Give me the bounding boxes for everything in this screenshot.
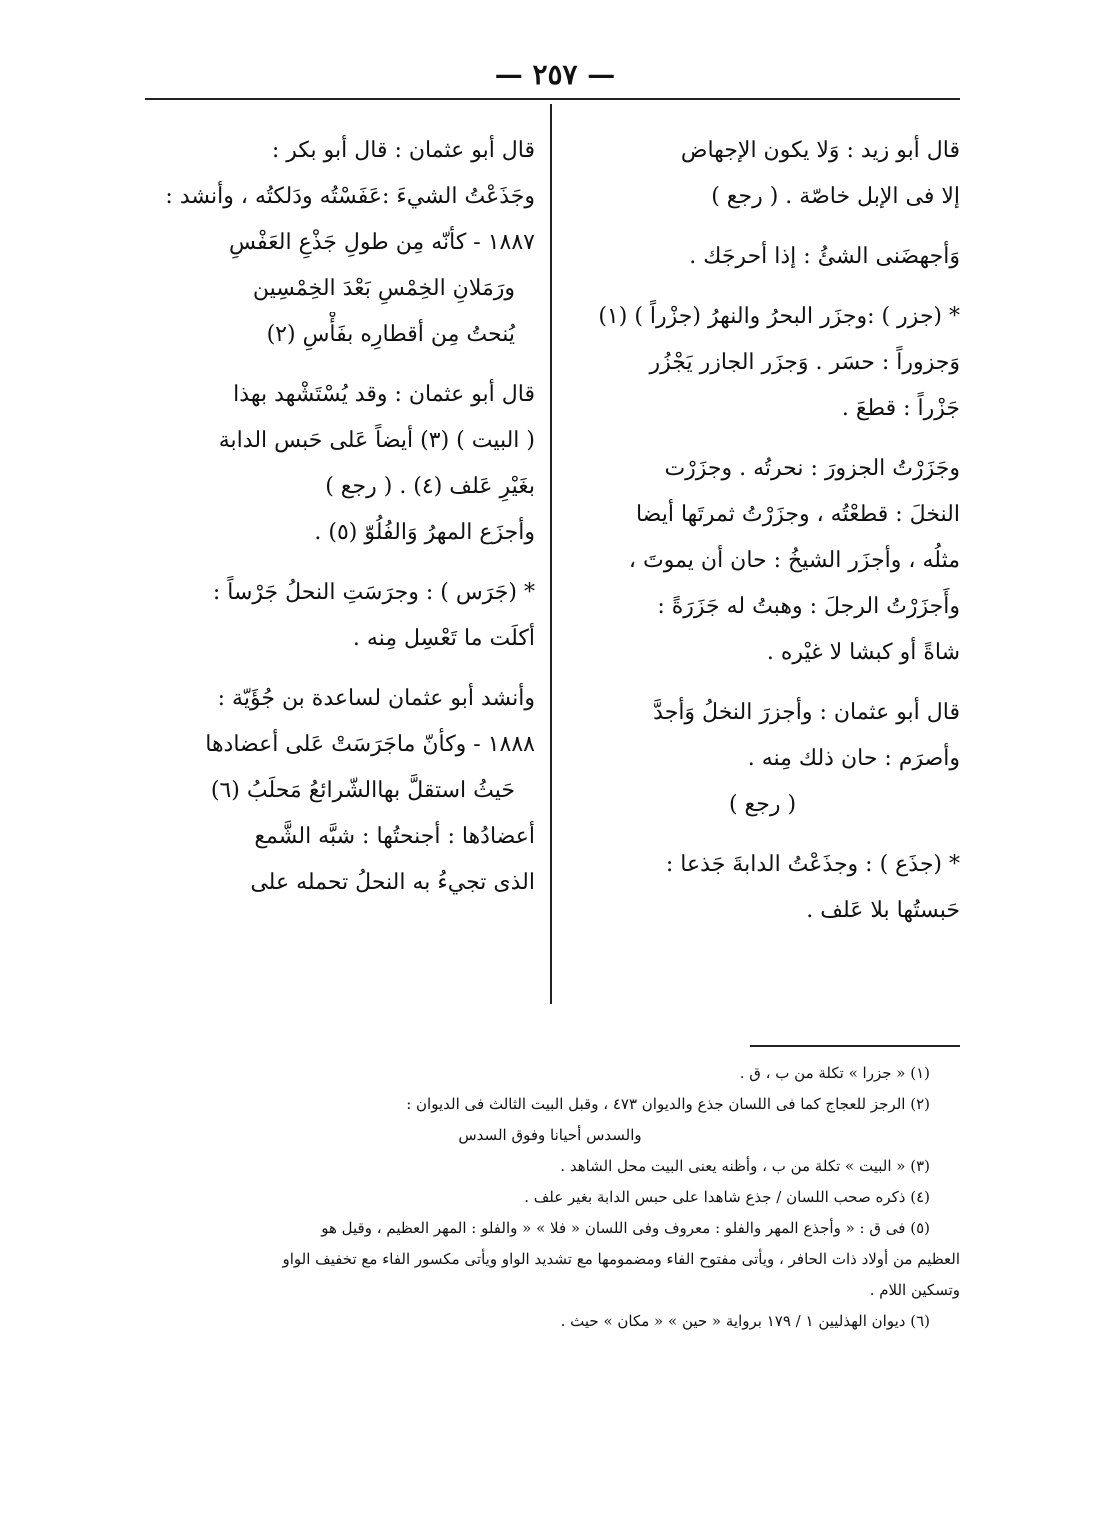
verse-line: ورَمَلانِ الخِمْسِ بَعْدَ الخِمْسِين bbox=[252, 276, 515, 301]
text-line: وأجزَع المهرُ وَالفُلُوّ (٥) . bbox=[314, 520, 535, 545]
text-line: وأنشد أبو عثمان لساعدة بن جُؤَيّة : bbox=[217, 686, 535, 711]
right-column bbox=[565, 128, 960, 934]
entry-heading-jaras: * (جَرَس ) : وجرَسَتِ النحلُ جَرْساً : bbox=[212, 580, 535, 605]
page-number: — ٢٥٧ — bbox=[494, 58, 616, 91]
footnote-5-continued: وتسكين اللام . bbox=[869, 1281, 960, 1299]
footnote-2-verse: والسدس أحيانا وفوق السدس bbox=[458, 1126, 642, 1144]
text-line: وأَجزَرْتُ الرجلَ : وهبتُ له جَزَرَةً : bbox=[657, 594, 960, 619]
text-line: ( البيت ) (٣) أيضاً عَلى حَبس الدابة bbox=[218, 428, 535, 453]
verse-line: يُنحتُ مِن أقطارِه بفَأْسِ (٢) bbox=[266, 322, 515, 347]
text-line: وجَذَعْتُ الشيءَ :عَفَسْتُه ودَلكتُه ، وأنشد : bbox=[165, 184, 535, 209]
text-line: أكلَت ما تَعْسِل مِنه . bbox=[352, 626, 535, 651]
text-line: قال أبو عثمان : وقد يُسْتَشْهد بهذا bbox=[233, 382, 535, 407]
footnote-2: (٢) الرجز للعجاج كما فى اللسان جذع والديوان ٤٧٣ ، وقبل البيت الثالث فى الديوان : bbox=[406, 1095, 930, 1113]
left-column bbox=[140, 128, 535, 906]
text-line: أعضادُها : أجنحتُها : شبَّه الشَّمع bbox=[254, 824, 535, 849]
entry-heading-jadhaa: * (جذَع ) : وجذَعْتُ الدابةَ جَذعا : bbox=[665, 852, 960, 877]
footnote-4: (٤) ذكره صحب اللسان / جذع شاهدا على حبس الدابة بغير علف . bbox=[524, 1188, 930, 1206]
text-line: إلا فى الإبل خاصّة . ( رجع ) bbox=[711, 184, 960, 209]
footnote-6: (٦) ديوان الهذليين ١ / ١٧٩ برواية « حين » « مكان » حيث . bbox=[560, 1312, 930, 1330]
text-line: قال أبو زيد : وَلا يكون الإجهاض bbox=[680, 138, 960, 163]
text-line: وجَزَرْتُ الجزورَ : نحرتُه . وجزَرْت bbox=[664, 456, 960, 481]
footnote-5-continued: العظيم من أولاد ذات الحافر ، ويأتى مفتوح الفاء ومضمومها مع تشديد الواو ويأتى مكسور الفاء مع تخفيف الواو bbox=[282, 1250, 960, 1268]
footnote-3: (٣) « البيت » تكلة من ب ، وأظنه يعنى البيت محل الشاهد . bbox=[560, 1157, 930, 1175]
verse-line: حَيثُ استقلَّ بهاالشّرائعُ مَحلَبُ (٦) bbox=[210, 778, 515, 803]
rajaa-marker: ( رجع ) bbox=[728, 792, 797, 817]
text-line: وَجزوراً : حسَر . وَجزَر الجازر يَجْزُر bbox=[649, 350, 960, 375]
text-line: حَبستُها بلا عَلف . bbox=[806, 898, 960, 923]
column-divider bbox=[550, 104, 552, 1004]
footnotes bbox=[140, 1058, 960, 1337]
header-rule bbox=[145, 98, 960, 100]
verse-line: ١٨٨٨ - وكأنّ ماجَرَسَتْ عَلى أعضادها bbox=[205, 732, 535, 757]
text-line: مثلُه ، وأجزَر الشيخُ : حان أن يموتَ ، bbox=[628, 548, 960, 573]
text-line: بغَيْرِ عَلف (٤) . ( رجع ) bbox=[325, 474, 535, 499]
text-line: وأصرَم : حان ذلك مِنه . bbox=[747, 746, 960, 771]
text-line: قال أبو عثمان : وأجزرَ النخلُ وَأجدَّ bbox=[653, 700, 960, 725]
footnote-1: (١) « جزرا » تكلة من ب ، ق . bbox=[739, 1064, 930, 1082]
footnote-5: (٥) فى ق : « وأجذع المهر والفلو : معروف وفى اللسان « فلا » « والفلو : المهر العظيم ، وقيل هو bbox=[321, 1219, 930, 1237]
text-line: الذى تجيءُ به النحلُ تحمله على bbox=[250, 870, 535, 895]
verse-line: ١٨٨٧ - كأنّه مِن طولِ جَذْعِ العَفْسِ bbox=[228, 230, 535, 255]
text-line: قال أبو عثمان : قال أبو بكر : bbox=[271, 138, 535, 163]
text-line: جَزْراً : قطعَ . bbox=[841, 396, 960, 421]
text-line: النخلَ : قطعْتُه ، وجزَرْتُ ثمرتَها أيضا bbox=[635, 502, 960, 527]
text-line: وَأجهضَنى الشئُ : إذا أحرجَك . bbox=[689, 244, 960, 269]
text-line: شاةً أو كبشا لا غيْره . bbox=[766, 640, 960, 665]
footnote-rule bbox=[750, 1045, 960, 1047]
entry-heading-jazar: * (جزر ) :وجزَر البحرُ والنهرُ (جزْراً ) (١) bbox=[598, 304, 960, 329]
